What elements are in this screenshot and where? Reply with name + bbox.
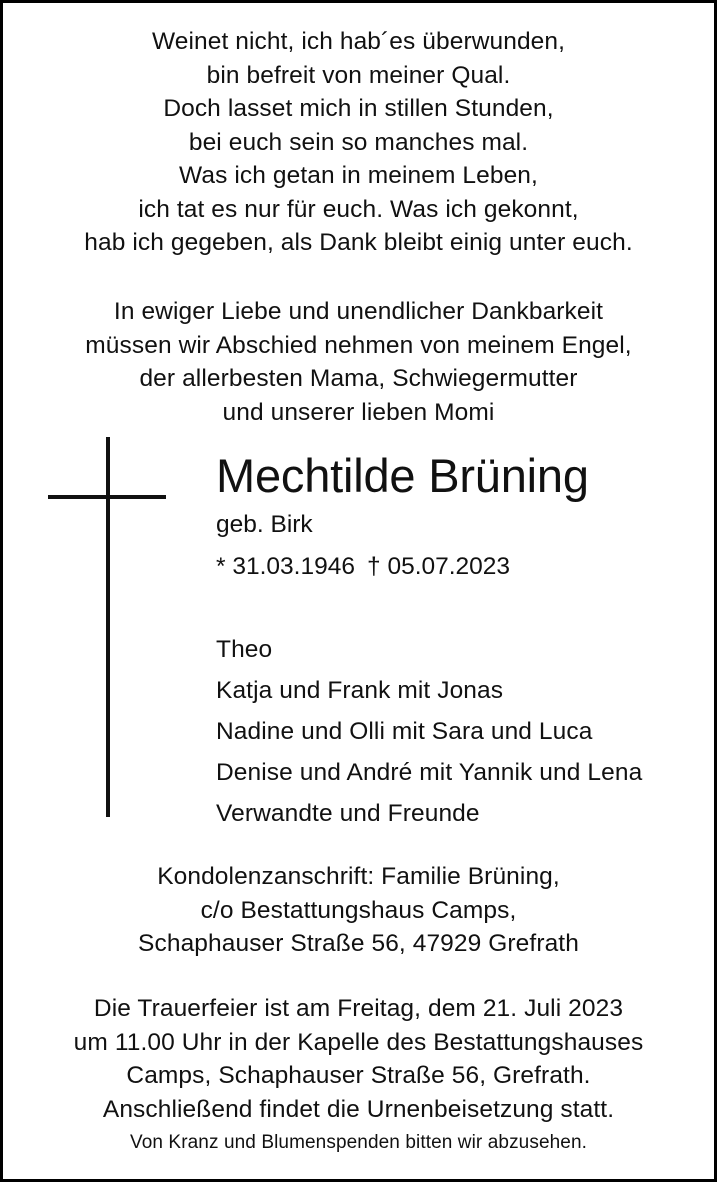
condolence-line: c/o Bestattungshaus Camps, bbox=[200, 896, 517, 924]
condolence-line: Schaphauser Straße 56, 47929 Grefrath bbox=[138, 930, 579, 957]
poem-block bbox=[3, 25, 714, 260]
mourner-line: Nadine und Olli mit Sara und Luca bbox=[216, 718, 593, 745]
maiden-name: geb. Birk bbox=[216, 511, 313, 538]
dedication-line: müssen wir Abschied nehmen von meinem Engel, bbox=[85, 331, 632, 359]
footnote-line: Von Kranz und Blumenspenden bitten wir abzusehen. bbox=[130, 1132, 587, 1153]
mourners-block bbox=[216, 629, 700, 834]
ceremony-line: Anschließend findet die Urnenbeisetzung statt. bbox=[102, 1095, 615, 1123]
flowers-footnote-block bbox=[3, 1130, 714, 1156]
dedication-line: der allerbesten Mama, Schwiegermutter bbox=[139, 365, 578, 392]
birth-symbol: * bbox=[216, 553, 226, 580]
poem-line: Doch lasset mich in stillen Stunden, bbox=[163, 95, 554, 122]
mourner-line: Verwandte und Freunde bbox=[216, 800, 480, 827]
latin-cross-icon bbox=[48, 437, 168, 817]
ceremony-line: Die Trauerfeier ist am Freitag, dem 21. Juli 2023 bbox=[93, 995, 624, 1022]
condolence-line: Kondolenzanschrift: Familie Brüning, bbox=[157, 863, 560, 890]
poem-line: Was ich getan in meinem Leben, bbox=[179, 162, 538, 189]
identity-block bbox=[216, 449, 694, 585]
poem-line: Weinet nicht, ich hab´es überwunden, bbox=[151, 28, 566, 55]
deceased-name: Mechtilde Brüning bbox=[216, 449, 589, 502]
notice-inner bbox=[3, 3, 714, 1179]
death-date: 05.07.2023 bbox=[387, 553, 511, 580]
birth-date: 31.03.1946 bbox=[232, 553, 355, 580]
condolence-address-block bbox=[3, 860, 714, 961]
mourner-line: Denise und André mit Yannik und Lena bbox=[216, 759, 643, 786]
death-symbol: † bbox=[366, 553, 381, 580]
mourner-line: Katja und Frank mit Jonas bbox=[216, 677, 504, 704]
poem-line: bin befreit von meiner Qual. bbox=[206, 61, 511, 89]
poem-line: bei euch sein so manches mal. bbox=[188, 128, 529, 156]
poem-line: hab ich gegeben, als Dank bleibt einig unter euch. bbox=[84, 229, 633, 256]
ceremony-line: um 11.00 Uhr in der Kapelle des Bestattungshauses bbox=[73, 1028, 644, 1056]
cross-horizontal-beam bbox=[48, 495, 166, 499]
ceremony-line: Camps, Schaphauser Straße 56, Grefrath. bbox=[126, 1062, 591, 1089]
cross-vertical-beam bbox=[106, 437, 110, 817]
dedication-block bbox=[3, 295, 714, 429]
poem-line: ich tat es nur für euch. Was ich gekonnt, bbox=[138, 195, 579, 223]
dedication-line: In ewiger Liebe und unendlicher Dankbarkeit bbox=[113, 298, 604, 325]
ceremony-details-block bbox=[3, 992, 714, 1126]
life-dates bbox=[216, 549, 694, 585]
mourner-line: Theo bbox=[216, 636, 273, 663]
dedication-line: und unserer lieben Momi bbox=[222, 398, 495, 426]
